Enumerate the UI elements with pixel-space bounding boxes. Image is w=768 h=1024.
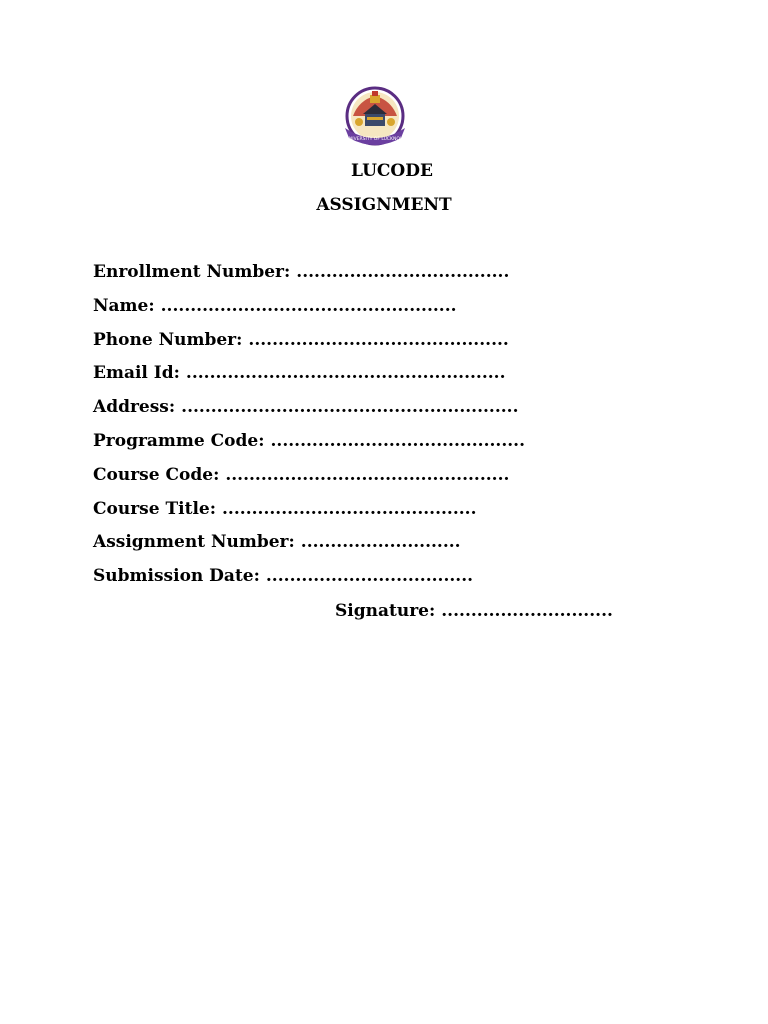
- field-submission-date: Submission Date: ...................................: [93, 566, 474, 587]
- document-subtitle: ASSIGNMENT: [316, 195, 452, 215]
- field-phone-number: Phone Number: ............................................: [93, 329, 509, 350]
- svg-text:UNIVERSITY OF LUCKNOW: UNIVERSITY OF LUCKNOW: [345, 137, 405, 142]
- document-title: LUCODE: [351, 161, 433, 181]
- field-enrollment-number: Enrollment Number: ....................................: [93, 262, 510, 282]
- field-email-id: Email Id: ......................................................: [93, 363, 506, 384]
- university-logo: [339, 86, 411, 150]
- field-course-title: Course Title: ...........................................: [93, 498, 477, 519]
- field-name: Name: ..................................................: [93, 295, 457, 316]
- field-assignment-number: Assignment Number: ...........................: [93, 532, 461, 553]
- signature-line: Signature: .............................: [335, 601, 613, 621]
- field-course-code: Course Code: ................................................: [93, 464, 510, 485]
- form-fields: [93, 262, 525, 600]
- field-programme-code: Programme Code: ...........................................: [93, 430, 525, 451]
- field-address: Address: .........................................................: [93, 397, 519, 418]
